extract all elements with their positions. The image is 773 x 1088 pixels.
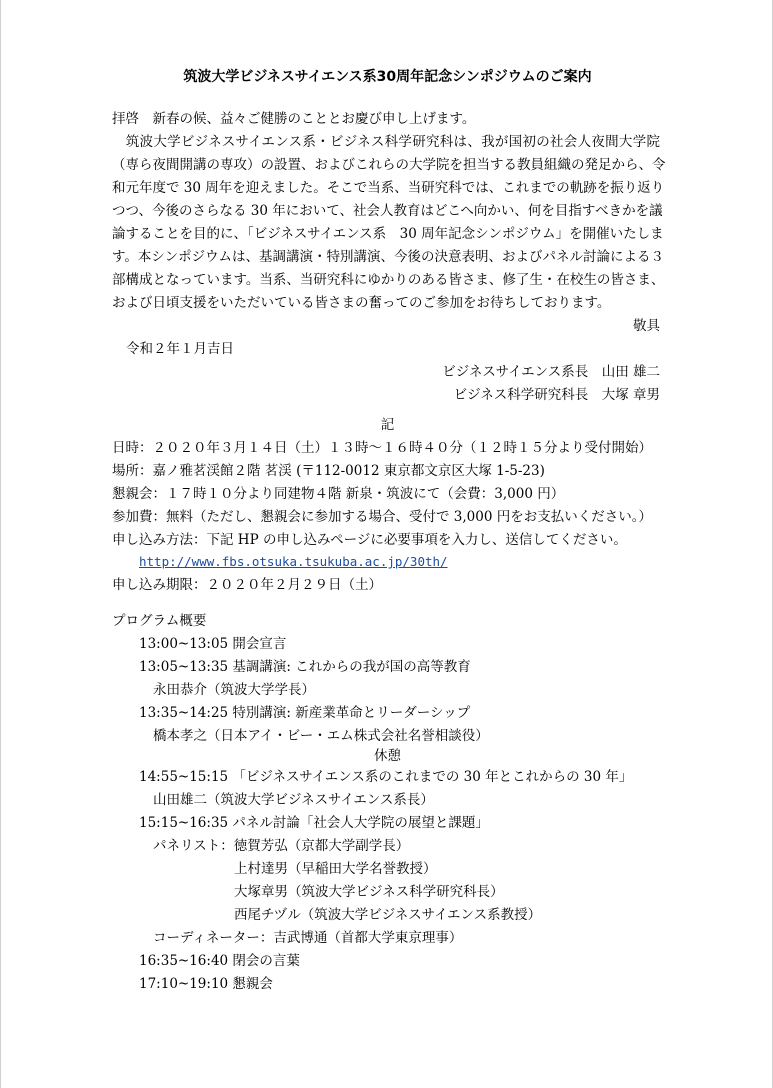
detail-datetime: 日時：２０２０年３月１４日（土）１３時～１６時４０分（１２時１５分より受付開始） xyxy=(112,440,652,456)
program-break: 休憩 xyxy=(374,748,401,764)
signer: ビジネスサイエンス系長 山田 雄二 xyxy=(442,364,660,380)
detail-fee: 参加費：無料（ただし、懇親会に参加する場合、受付で 3,000 円をお支払いください。） xyxy=(112,509,652,525)
ki-mark: 記 xyxy=(380,417,395,433)
program-item: 13:35~14:25 特別講演: 新産業革命とリーダーシップ xyxy=(139,705,471,721)
detail-apply: 申し込み方法：下記 HP の申し込みページに必要事項を入力し、送信してください。 xyxy=(112,532,627,548)
detail-place: 場所：嘉ノ雅茗渓館２階 茗渓 (〒112-0012 東京都文京区大塚 1-5-23) xyxy=(112,463,545,479)
registration-link[interactable]: http://www.fbs.otsuka.tsukuba.ac.jp/30th/ xyxy=(139,554,448,569)
issue-date: 令和２年１月吉日 xyxy=(126,341,234,357)
program-item: 14:55~15:15 「ビジネスサイエンス系のこれまでの 30 年とこれからの 30 年」 xyxy=(139,769,633,785)
body-line: つつ、今後のさらなる 30 年において、社会人教育はどこへ向かい、何を目指すべきかを議 xyxy=(112,203,663,219)
program-item: 16:35~16:40 閉会の言葉 xyxy=(139,953,300,969)
greeting: 拝啓 新春の候、益々ご健勝のこととお慶び申し上げます。 xyxy=(112,111,476,127)
program-item: 13:00~13:05 開会宣言 xyxy=(139,636,287,652)
program-panelist: 上村達男（早稲田大学名誉教授） xyxy=(234,861,437,877)
program-speaker: 橋本孝之（日本アイ・ビー・エム株式会社名誉相談役） xyxy=(153,728,489,744)
program-panelist: 西尾チヅル（筑波大学ビジネスサイエンス系教授） xyxy=(234,907,542,923)
program-heading: プログラム概要 xyxy=(112,613,207,629)
body-line: 筑波大学ビジネスサイエンス系・ビジネス科学研究科は、我が国初の社会人夜間大学院 xyxy=(112,134,660,150)
body-line: （専ら夜間開講の専攻）の設置、およびこれらの大学院を担当する教員組織の発足から、令 xyxy=(112,157,666,173)
program-panelist: 大塚章男（筑波大学ビジネス科学研究科長） xyxy=(234,884,504,900)
body-line: 和元年度で 30 周年を迎えました。そこで当系、当研究科では、これまでの軌跡を振り返り xyxy=(112,180,665,196)
closing: 敬具 xyxy=(633,318,660,334)
program-speaker: 山田雄二（筑波大学ビジネスサイエンス系長） xyxy=(153,792,434,808)
signer: ビジネス科学研究科長 大塚 章男 xyxy=(453,387,660,403)
body-line: および日頃支援をいただいている皆さまの奮ってのご参加をお待ちしております。 xyxy=(112,295,611,311)
document-title: 筑波大学ビジネスサイエンス系30周年記念シンポジウムのご案内 xyxy=(183,69,592,85)
program-item: 17:10~19:10 懇親会 xyxy=(139,976,273,992)
body-line: 論することを目的に、「ビジネスサイエンス系 30 周年記念シンポジウム」を開催いたしま xyxy=(112,226,664,242)
detail-party: 懇親会：１７時１０分より同建物４階 新泉・筑波にて（会費：3,000 円） xyxy=(112,486,565,502)
body-line: す。本シンポジウムは、基調講演・特別講演、今後の決意表明、およびパネル討論による３ xyxy=(112,249,664,265)
program-item: 15:15~16:35 パネル討論「社会人大学院の展望と課題」 xyxy=(139,815,489,831)
program-item: 13:05~13:35 基調講演: これからの我が国の高等教育 xyxy=(139,659,471,675)
program-speaker: 永田恭介（筑波大学学長） xyxy=(153,682,315,698)
program-panelist: パネリスト：徳賀芳弘（京都大学副学長） xyxy=(153,838,410,854)
program-coordinator: コーディネーター：吉武博通（首都大学東京理事） xyxy=(153,930,463,946)
body-line: 部構成となっています。当系、当研究科にゆかりのある皆さま、修了生・在校生の皆さま、 xyxy=(112,272,665,288)
detail-deadline: 申し込み期限：２０２０年２月２９日（土） xyxy=(112,577,382,593)
